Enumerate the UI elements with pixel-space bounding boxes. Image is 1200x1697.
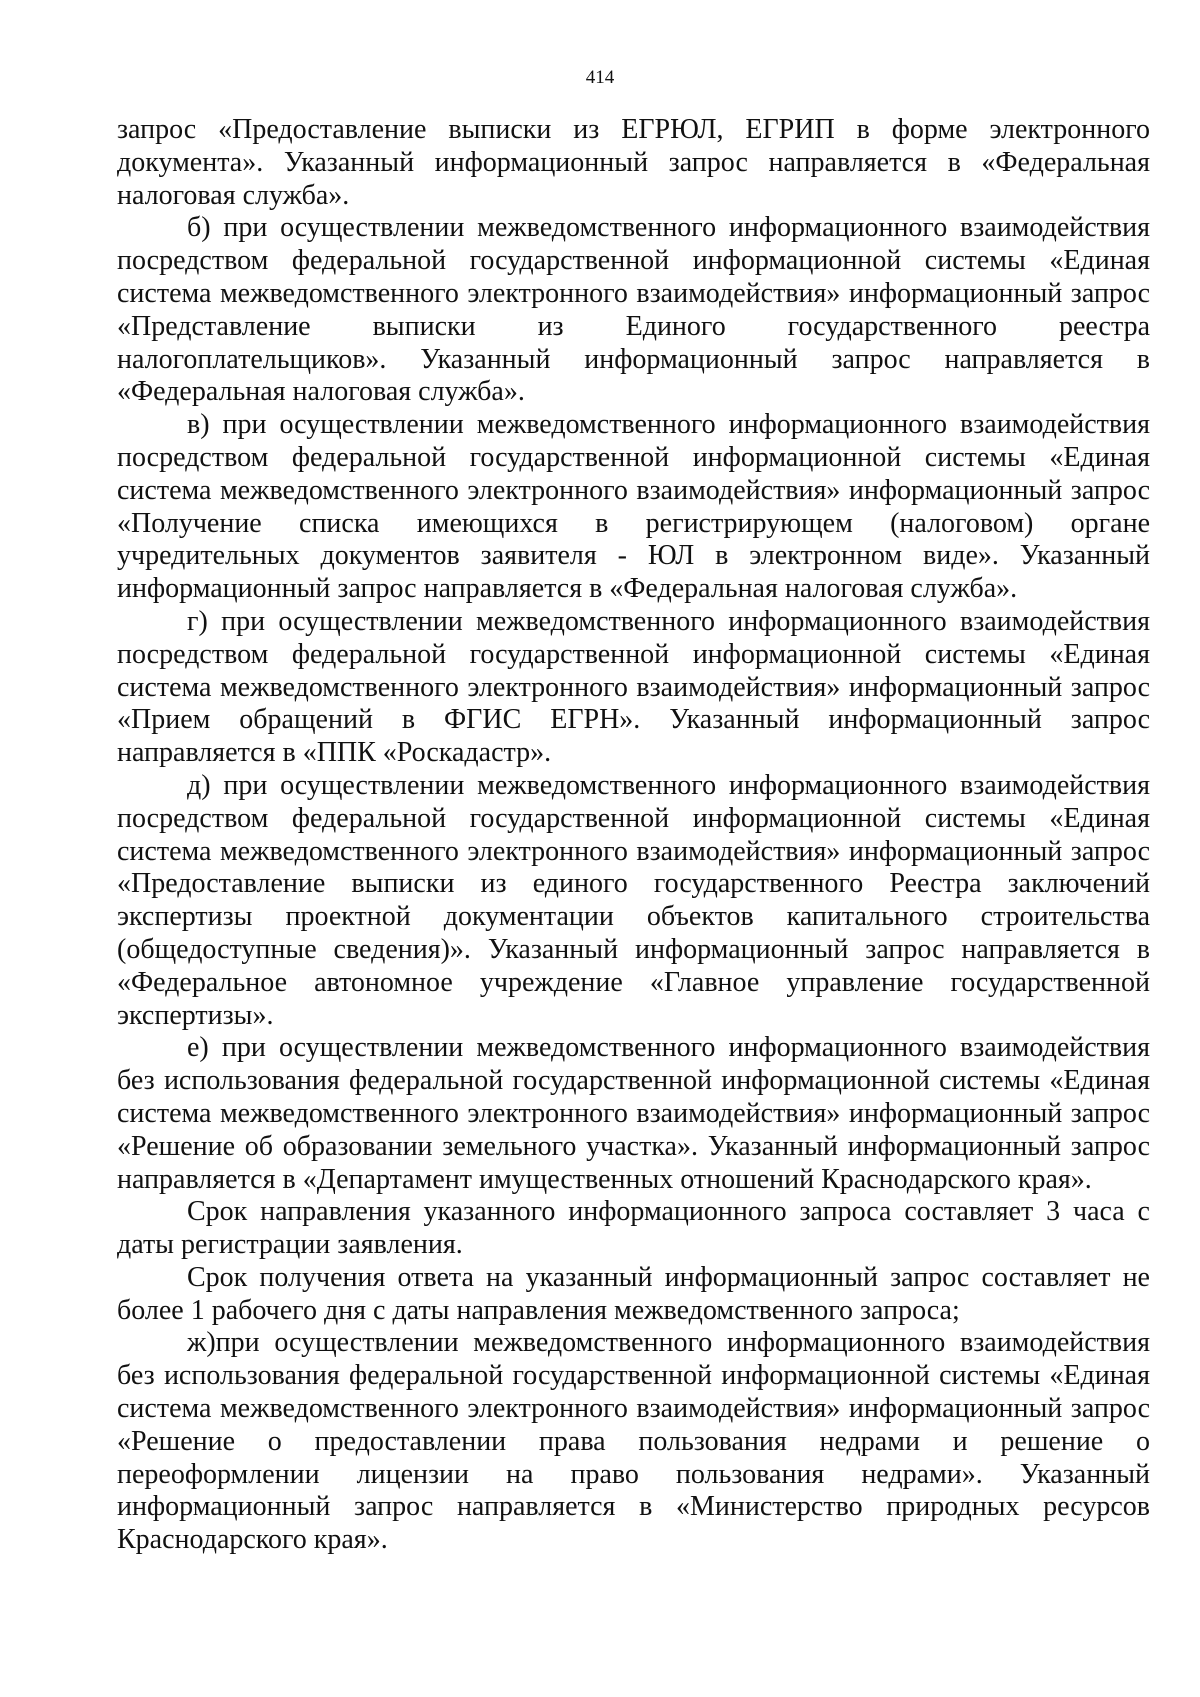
- paragraph-request-deadline: Срок направления указанного информационного запроса составляет 3 часа с даты регистрации заявления.: [117, 1196, 1150, 1261]
- paragraph-item-e: е) при осуществлении межведомственного информационного взаимодействия без использования федеральной государственной информационной системы «Единая система межведомственного электронного взаимодействия» информационный запрос «Решение об образовании земельного участка». Указанный информационный запрос направляется в «Департамент имущественных отношений Краснодарского края».: [117, 1032, 1150, 1195]
- paragraph-item-v: в) при осуществлении межведомственного информационного взаимодействия посредством федеральной государственной информационной системы «Единая система межведомственного электронного взаимодействия» информационный запрос «Получение списка имеющихся в регистрирующем (налоговом) органе учредительных документов заявителя - ЮЛ в электронном виде». Указанный информационный запрос направляется в «Федеральная налоговая служба».: [117, 409, 1150, 605]
- paragraph-request-egrul: запрос «Предоставление выписки из ЕГРЮЛ, ЕГРИП в форме электронного документа». Указанный информационный запрос направляется в «Федеральная налоговая служба».: [117, 114, 1150, 211]
- document-body: [117, 114, 1150, 1557]
- paragraph-item-g: г) при осуществлении межведомственного информационного взаимодействия посредством федеральной государственной информационной системы «Единая система межведомственного электронного взаимодействия» информационный запрос «Прием обращений в ФГИС ЕГРН». Указанный информационный запрос направляется в «ППК «Роскадастр».: [117, 605, 1150, 769]
- paragraph-item-d: д) при осуществлении межведомственного информационного взаимодействия посредством федеральной государственной информационной системы «Единая система межведомственного электронного взаимодействия» информационный запрос «Предоставление выписки из единого государственного Реестра заключений экспертизы проектной документации объектов капитального строительства (общедоступные сведения)». Указанный информационный запрос направляется в «Федеральное автономное учреждение «Главное управление государственной экспертизы».: [117, 769, 1150, 1031]
- paragraph-item-b: б) при осуществлении межведомственного информационного взаимодействия посредством федеральной государственной информационной системы «Единая система межведомственного электронного взаимодействия» информационный запрос «Представление выписки из Единого государственного реестра налогоплательщиков». Указанный информационный запрос направляется в «Федеральная налоговая служба».: [117, 212, 1150, 408]
- paragraph-response-deadline: Срок получения ответа на указанный информационный запрос составляет не более 1 рабочего дня с даты направления межведомственного запроса;: [117, 1261, 1150, 1326]
- page-number: 414: [585, 67, 615, 88]
- paragraph-item-zh: ж)при осуществлении межведомственного информационного взаимодействия без использования федеральной государственной информационной системы «Единая система межведомственного электронного взаимодействия» информационный запрос «Решение о предоставлении права пользования недрами и решение о переоформлении лицензии на право пользования недрами». Указанный информационный запрос направляется в «Министерство природных ресурсов Краснодарского края».: [117, 1327, 1150, 1556]
